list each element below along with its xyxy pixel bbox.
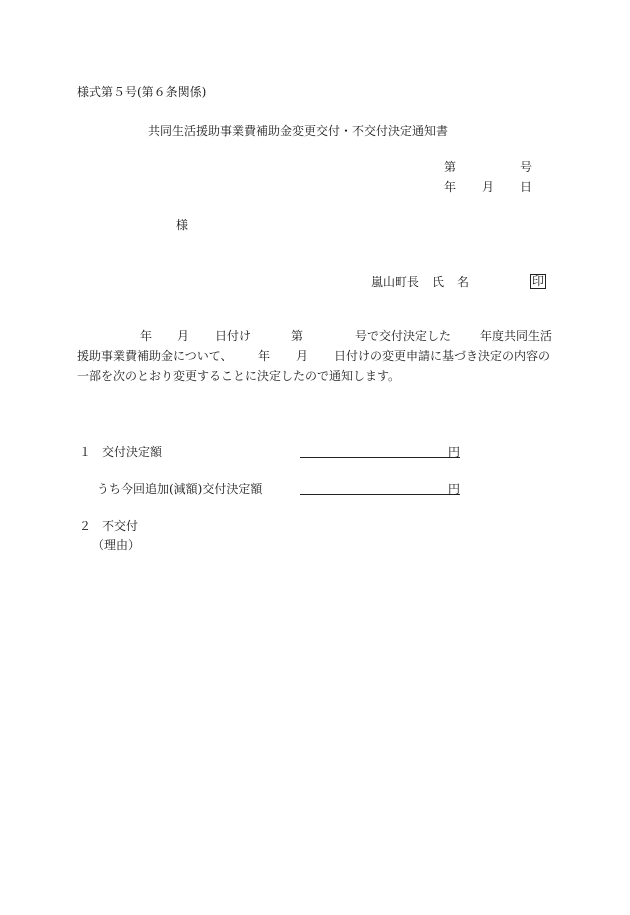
- seal-box: 印: [532, 274, 545, 288]
- item1-number: １: [79, 445, 92, 459]
- item1-label: 交付決定額: [102, 445, 163, 459]
- date-day: 日: [520, 180, 533, 194]
- body-l1-month: 月: [177, 329, 190, 343]
- item2-label: 不交付: [102, 519, 139, 533]
- body-l1-dai: 第: [291, 329, 304, 343]
- body-l3: 一部を次のとおり変更することに決定したので通知します。: [77, 369, 401, 383]
- body-l2-subsidy: 援助事業費補助金について、: [77, 349, 233, 363]
- item1b-yen: 円: [448, 482, 461, 496]
- item1-amount-line: [300, 457, 460, 458]
- issuer-mei: 名: [457, 275, 470, 289]
- reason-label: （理由）: [92, 538, 141, 552]
- item1b-amount-line: [300, 494, 460, 495]
- body-l2-month: 月: [296, 349, 309, 363]
- doc-number-dai: 第: [444, 160, 457, 174]
- item2-number: ２: [79, 519, 92, 533]
- body-l1-dated: 日付け: [215, 329, 252, 343]
- body-l1-fiscal: 年度共同生活: [480, 329, 553, 343]
- document-title: 共同生活援助事業費補助金変更交付・不交付決定通知書: [148, 124, 449, 138]
- issuer-shi: 氏: [432, 275, 445, 289]
- body-l1-year: 年: [140, 329, 153, 343]
- body-l1-gou: 号で交付決定した: [355, 329, 452, 343]
- form-number-label: 様式第５号(第６条関係): [77, 85, 207, 99]
- doc-number-gou: 号: [520, 160, 533, 174]
- recipient-suffix: 様: [176, 218, 189, 232]
- body-l2-year: 年: [258, 349, 271, 363]
- date-month: 月: [482, 180, 495, 194]
- item1b-label: うち今回追加(減額)交付決定額: [97, 482, 263, 496]
- issuer-title: 嵐山町長: [371, 275, 420, 289]
- body-l2-request: 日付けの変更申請に基づき決定の内容の: [334, 349, 551, 363]
- date-year: 年: [444, 180, 457, 194]
- item1-yen: 円: [448, 445, 461, 459]
- seal-mark: [530, 274, 546, 289]
